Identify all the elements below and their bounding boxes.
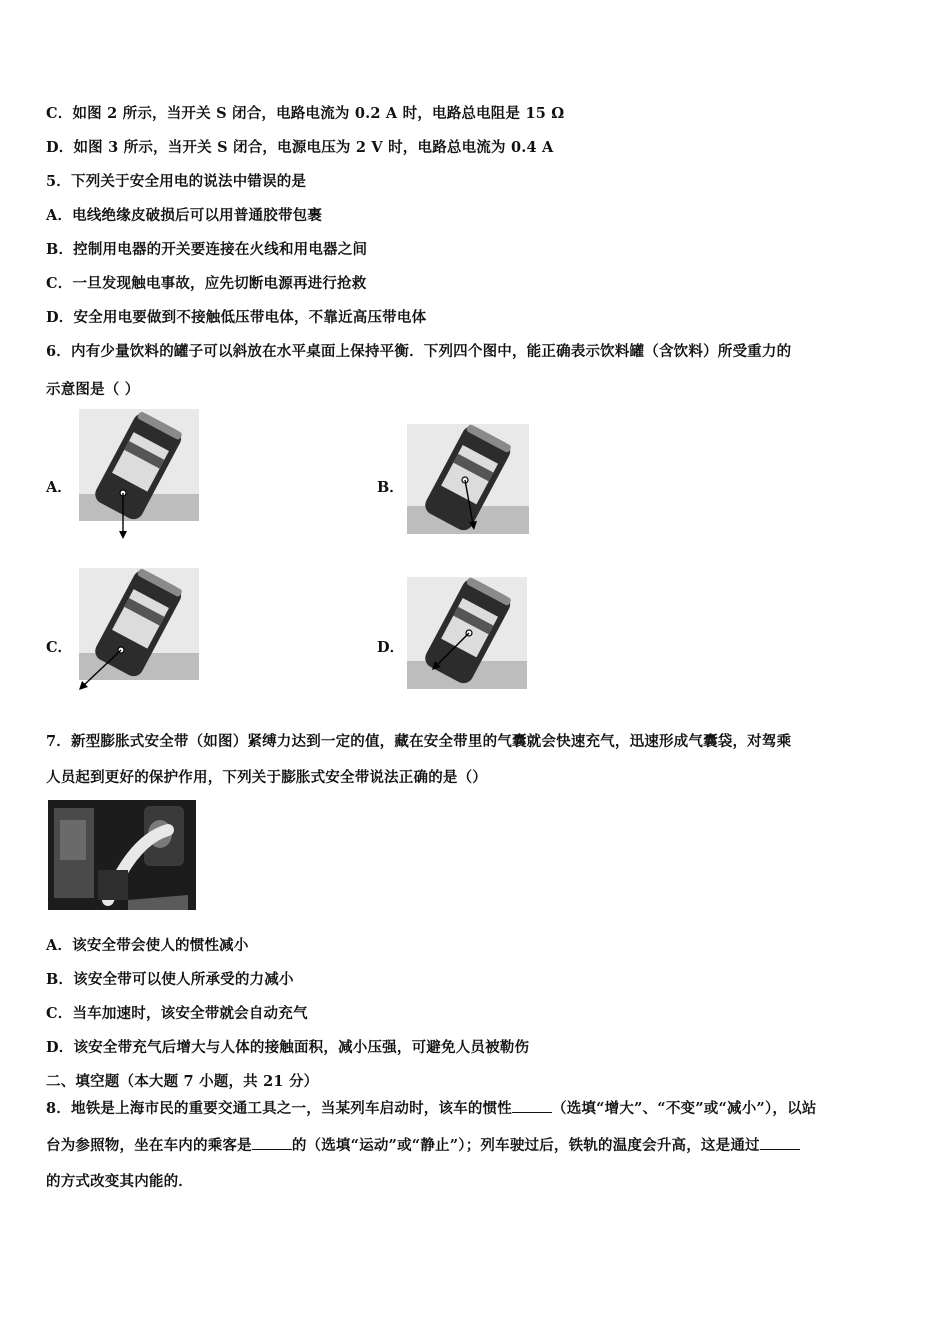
q8-line1-b: （选填“增大”、“不变”或“减小”），以站 [552,1100,817,1117]
q7-option-d: D．该安全带充气后增大与人体的接触面积，减小压强，可避免人员被勒伤 [46,1039,530,1056]
q6-option-d-label: D． [377,639,405,656]
q6-figure-d [407,577,527,689]
q7-option-a: A．该安全带会使人的惯性减小 [46,937,249,954]
q8-blank-1[interactable] [512,1100,552,1113]
q4-option-c: C．如图 2 所示，当开关 S 闭合，电路电流为 0.2 A 时，电路总电阻是 15 Ω [46,105,565,122]
q7-option-c: C．当车加速时，该安全带就会自动充气 [46,1005,308,1022]
q6-option-b-label: B． [377,479,404,496]
q8-line2 [46,1134,800,1155]
q8-blank-3[interactable] [760,1137,800,1150]
q6-figure-b [407,424,529,534]
q5-option-c: C．一旦发现触电事故，应先切断电源再进行抢救 [46,275,367,292]
q8-line2-b: 的（选填“运动”或“静止”）；列车驶过后，铁轨的温度会升高，这是通过 [291,1137,760,1154]
q7-seatbelt-photo [48,800,196,910]
q8-blank-2[interactable] [252,1137,292,1150]
q5-option-d: D．安全用电要做到不接触低压带电体，不靠近高压带电体 [46,309,427,326]
q8-line2-a: 台为参照物，坐在车内的乘客是 [46,1137,252,1154]
q6-figure-c [79,568,199,680]
q6-stem-line2: 示意图是（ ） [46,381,140,398]
q6-option-c-label: C． [46,639,73,656]
q8-line3: 的方式改变其内能的． [46,1173,193,1190]
q7-stem-line1: 7．新型膨胀式安全带（如图）紧缚力达到一定的值，藏在安全带里的气囊就会快速充气，迅速形成气囊袋，对驾乘 [46,733,792,750]
q7-stem-line2: 人员起到更好的保护作用，下列关于膨胀式安全带说法正确的是（） [46,769,487,786]
q6-stem-line1: 6．内有少量饮料的罐子可以斜放在水平桌面上保持平衡．下列四个图中，能正确表示饮料罐（含饮料）所受重力的 [46,343,792,360]
q7-option-b: B．该安全带可以使人所承受的力减小 [46,971,294,988]
q4-option-d: D．如图 3 所示，当开关 S 闭合，电源电压为 2 V 时，电路总电流为 0.4 A [46,139,554,156]
section2-title: 二、填空题（本大题 7 小题，共 21 分） [46,1073,319,1090]
q5-option-b: B．控制用电器的开关要连接在火线和用电器之间 [46,241,368,258]
q8-line1 [46,1097,817,1118]
q6-figure-a [79,409,199,521]
q6-option-a-label: A． [46,479,72,496]
q8-line1-a: 8．地铁是上海市民的重要交通工具之一，当某列车启动时，该车的惯性 [46,1100,512,1117]
q5-stem: 5．下列关于安全用电的说法中错误的是 [46,173,307,190]
q5-option-a: A．电线绝缘皮破损后可以用普通胶带包裹 [46,207,323,224]
